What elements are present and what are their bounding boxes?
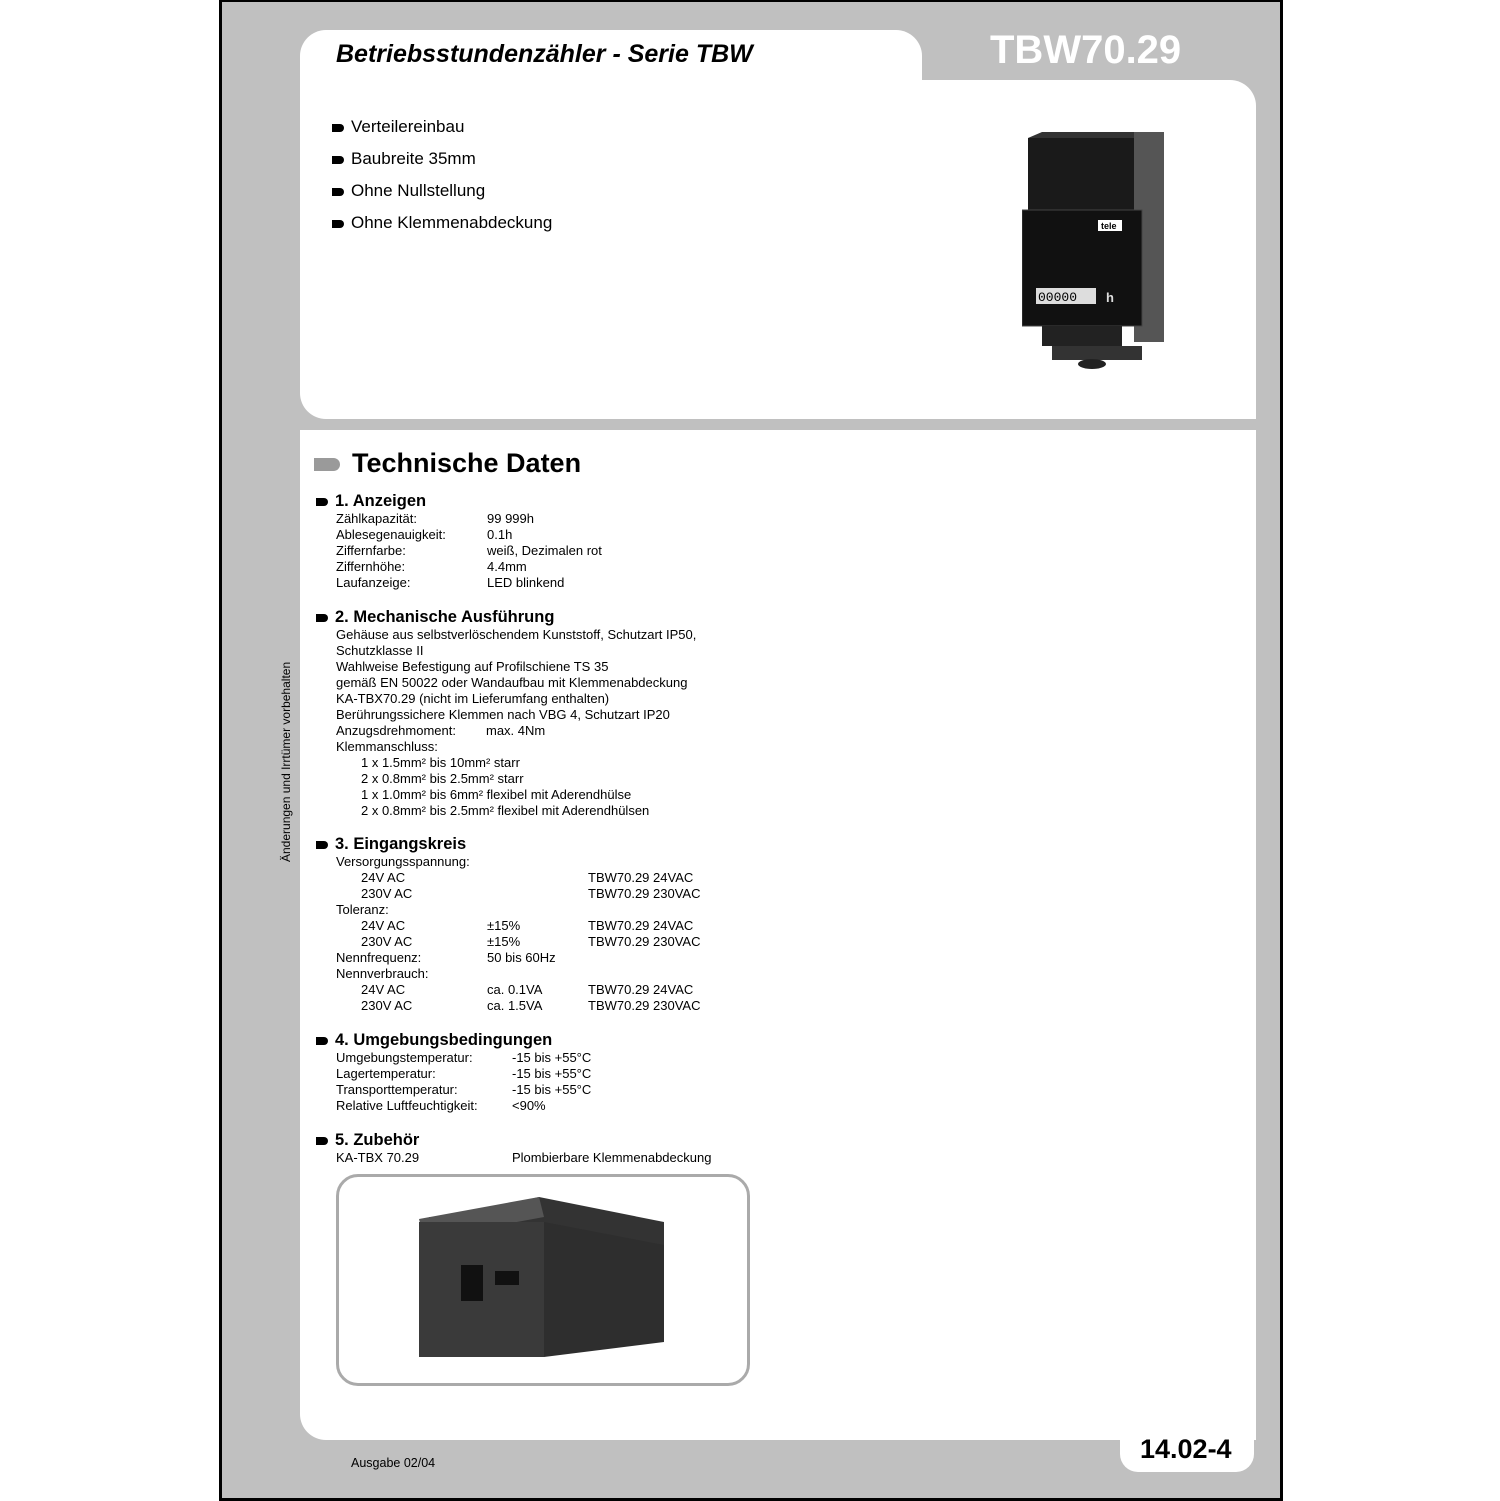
spec-value: 50 bis 60Hz <box>487 950 556 965</box>
section-title: 2. Mechanische Ausführung <box>335 608 555 626</box>
feature-text: Baubreite 35mm <box>351 149 476 168</box>
spec-value: Plombierbare Klemmenabdeckung <box>512 1150 712 1165</box>
spec-label: 2 x 0.8mm² bis 2.5mm² flexibel mit Aderendhülsen <box>361 803 650 818</box>
spec-value: 4.4mm <box>487 559 527 574</box>
spec-label: Ziffernhöhe: <box>336 559 406 574</box>
section-heading <box>316 492 426 511</box>
spec-value: <90% <box>512 1098 546 1113</box>
model-number: TBW70.29 <box>990 28 1182 72</box>
feature-item <box>332 181 485 201</box>
pointer-icon <box>316 1137 328 1145</box>
section-heading <box>316 835 466 854</box>
feature-item <box>332 117 464 137</box>
spec-label: Schutzklasse II <box>336 643 424 658</box>
spec-label: KA-TBX70.29 (nicht im Lieferumfang enthalten) <box>336 691 610 706</box>
spec-value: TBW70.29 24VAC <box>588 918 694 933</box>
spec-value: ca. 0.1VA <box>487 982 543 997</box>
spec-label: Lagertemperatur: <box>336 1066 436 1081</box>
tech-heading <box>314 448 581 479</box>
accessory-image-frame <box>336 1174 750 1386</box>
spec-label: Umgebungstemperatur: <box>336 1050 473 1065</box>
side-note: Änderungen und Irrtümer vorbehalten <box>279 661 293 862</box>
section-heading <box>316 1131 419 1150</box>
spec-label: 24V AC <box>361 982 406 997</box>
spec-value: ±15% <box>487 918 521 933</box>
page-title: Betriebsstundenzähler - Serie TBW <box>336 40 753 68</box>
spec-value: LED blinkend <box>487 575 565 590</box>
pointer-icon <box>314 458 340 471</box>
feature-text: Ohne Nullstellung <box>351 181 486 200</box>
pointer-icon <box>332 188 344 196</box>
spec-label: Versorgungsspannung: <box>336 854 470 869</box>
section-heading <box>316 1031 552 1050</box>
spec-label: Berührungssichere Klemmen nach VBG 4, Schutzart IP20 <box>336 707 670 722</box>
spec-label: 24V AC <box>361 918 406 933</box>
spec-value: TBW70.29 230VAC <box>588 998 701 1013</box>
section-title: 4. Umgebungsbedingungen <box>335 1031 553 1049</box>
spec-label: Anzugsdrehmoment: <box>336 723 456 738</box>
spec-label: Transporttemperatur: <box>336 1082 458 1097</box>
pointer-icon <box>316 1037 328 1045</box>
spec-value: weiß, Dezimalen rot <box>487 543 602 558</box>
spec-label: Ziffernfarbe: <box>336 543 406 558</box>
feature-text: Verteilereinbau <box>351 117 465 136</box>
counter-unit: h <box>1106 290 1114 305</box>
terminal-cover-image <box>339 1177 747 1383</box>
pointer-icon <box>316 614 328 622</box>
spec-label: Relative Luftfeuchtigkeit: <box>336 1098 478 1113</box>
page-number: 14.02-4 <box>1140 1434 1232 1464</box>
pointer-icon <box>316 498 328 506</box>
pointer-icon <box>332 156 344 164</box>
spec-value: TBW70.29 24VAC <box>588 870 694 885</box>
spec-label: Nennverbrauch: <box>336 966 429 981</box>
spec-label: Nennfrequenz: <box>336 950 422 965</box>
spec-label: 24V AC <box>361 870 406 885</box>
feature-item <box>332 149 476 169</box>
spec-value: -15 bis +55°C <box>512 1082 592 1097</box>
product-image <box>1022 132 1172 382</box>
spec-label: 230V AC <box>361 886 413 901</box>
section-heading <box>316 608 554 627</box>
spec-label: Gehäuse aus selbstverlöschendem Kunststoff, Schutzart IP50, <box>336 627 697 642</box>
spec-label: Zählkapazität: <box>336 511 417 526</box>
spec-label: KA-TBX 70.29 <box>336 1150 420 1165</box>
spec-value: max. 4Nm <box>486 723 546 738</box>
spec-value: 99 999h <box>487 511 534 526</box>
spec-label: 230V AC <box>361 998 413 1013</box>
spec-value: TBW70.29 230VAC <box>588 934 701 949</box>
spec-label: Toleranz: <box>336 902 389 917</box>
section-title: 5. Zubehör <box>335 1131 420 1149</box>
spec-value: 0.1h <box>487 527 513 542</box>
spec-label: 1 x 1.5mm² bis 10mm² starr <box>361 755 520 770</box>
spec-value: -15 bis +55°C <box>512 1050 592 1065</box>
spec-label: 1 x 1.0mm² bis 6mm² flexibel mit Aderendhülse <box>361 787 632 802</box>
spec-value: ±15% <box>487 934 521 949</box>
spec-value: TBW70.29 24VAC <box>588 982 694 997</box>
spec-label: Ablesegenauigkeit: <box>336 527 446 542</box>
feature-item <box>332 213 552 233</box>
spec-label: 230V AC <box>361 934 413 949</box>
spec-label: Laufanzeige: <box>336 575 411 590</box>
spec-label: Klemmanschluss: <box>336 739 438 754</box>
brand-logo: tele <box>1101 221 1117 231</box>
spec-value: -15 bis +55°C <box>512 1066 592 1081</box>
section-title: 1. Anzeigen <box>335 492 427 510</box>
counter-display: 00000 <box>1038 290 1078 305</box>
spec-value: ca. 1.5VA <box>487 998 543 1013</box>
spec-label: 2 x 0.8mm² bis 2.5mm² starr <box>361 771 524 786</box>
feature-text: Ohne Klemmenabdeckung <box>351 213 553 232</box>
tech-heading-text: Technische Daten <box>352 448 582 478</box>
pointer-icon <box>332 220 344 228</box>
section-title: 3. Eingangskreis <box>335 835 467 853</box>
spec-label: Wahlweise Befestigung auf Profilschiene TS 35 <box>336 659 609 674</box>
edition: Ausgabe 02/04 <box>351 1456 436 1470</box>
spec-value: TBW70.29 230VAC <box>588 886 701 901</box>
pointer-icon <box>332 124 344 132</box>
spec-label: gemäß EN 50022 oder Wandaufbau mit Klemmenabdeckung <box>336 675 688 690</box>
pointer-icon <box>316 841 328 849</box>
datasheet-page <box>219 0 1283 1501</box>
